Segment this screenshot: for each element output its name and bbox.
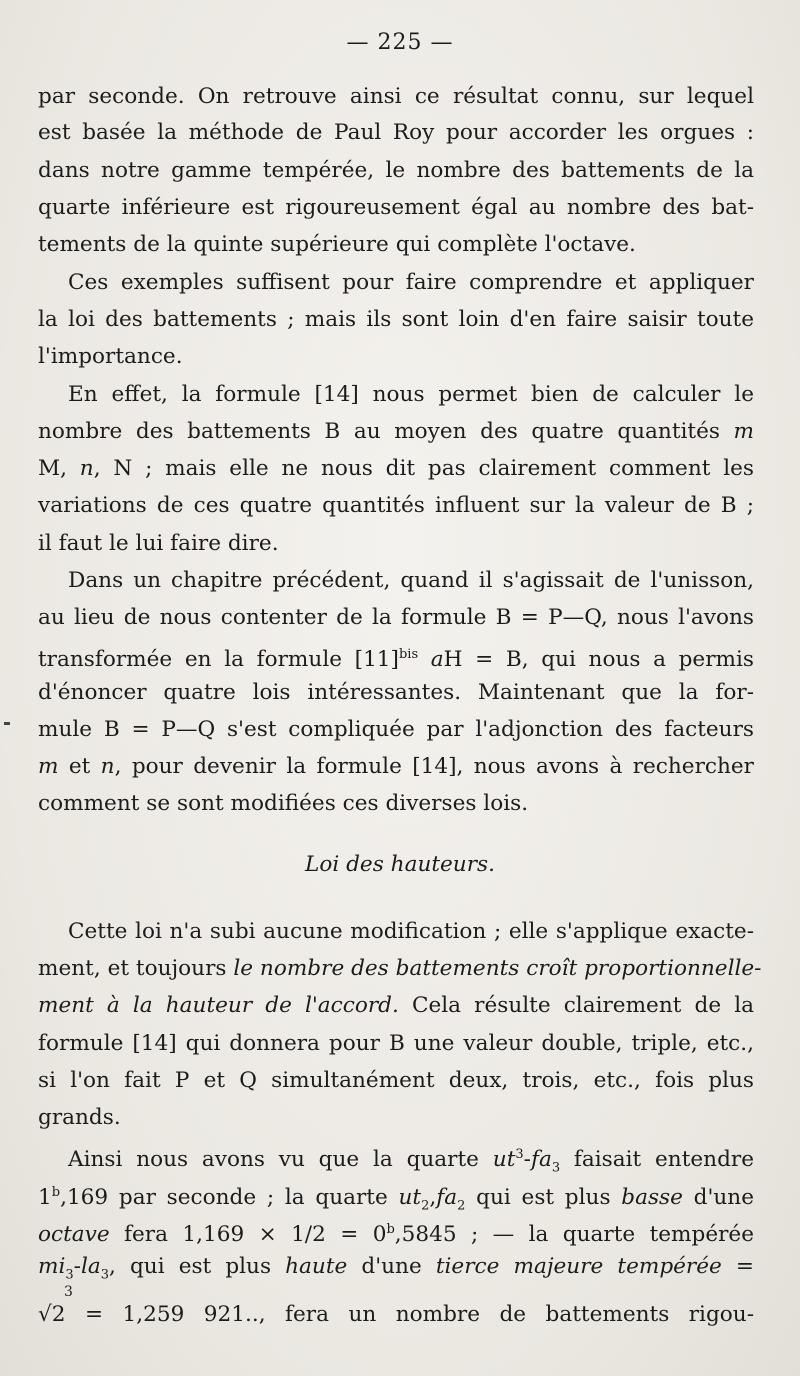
text-run: et xyxy=(58,754,101,779)
text-run: Dans un chapitre précédent, quand il s'agissait de l'unisson, xyxy=(68,568,754,593)
text-run: transformée en la formule [11] xyxy=(38,647,399,673)
text-run: la loi des battements ; mais ils sont loin d'en faire saisir toute xyxy=(38,307,754,332)
section-heading: Loi des hauteurs. xyxy=(305,852,495,877)
text-run: mi xyxy=(38,1254,66,1279)
text-run: 3 xyxy=(65,1267,74,1283)
text-run: tements de la quinte supérieure qui complète l'octave. xyxy=(38,232,636,257)
text-run: m xyxy=(733,419,754,444)
text-run: d'énoncer quatre lois intéressantes. Maintenant que la for- xyxy=(38,680,754,705)
text-run: ,169 par seconde ; la quarte xyxy=(60,1185,399,1211)
text-run: ment, et toujours xyxy=(38,956,234,981)
text-run: b xyxy=(386,1222,395,1237)
text-run: , qui est plus xyxy=(109,1254,286,1279)
text-line xyxy=(38,156,754,186)
text-run: il faut le lui faire dire. xyxy=(38,531,279,556)
text-run: a xyxy=(430,647,444,673)
text-run: d'une xyxy=(682,1185,754,1211)
text-run: 1 xyxy=(38,1185,52,1211)
text-run: octave xyxy=(38,1222,110,1248)
text-line xyxy=(38,82,754,112)
radical-index: 3 xyxy=(64,1284,73,1300)
text-run: d'une xyxy=(347,1254,436,1279)
text-run: 2 xyxy=(457,1198,466,1214)
text-line xyxy=(38,1103,754,1133)
text-run: comment se sont modifiées ces diverses lois. xyxy=(38,791,529,816)
text-run: tierce majeure tempérée xyxy=(435,1254,722,1279)
text-line xyxy=(38,1066,754,1096)
page-number: — 225 — xyxy=(346,30,454,55)
text-run: au lieu de nous contenter de la formule B = P—Q, nous l'avons xyxy=(38,605,754,630)
text-run: = xyxy=(721,1254,754,1279)
text-run: , N ; mais elle ne nous dit pas clairement comment les xyxy=(93,456,754,481)
text-line xyxy=(68,268,754,298)
text-line xyxy=(38,752,754,782)
text-run: quarte inférieure est rigoureusement égal au nombre des bat- xyxy=(38,195,754,220)
text-run: n xyxy=(79,456,94,481)
text-line xyxy=(38,991,754,1021)
text-run: l'importance. xyxy=(38,344,183,369)
text-run: , xyxy=(429,1185,437,1211)
text-line xyxy=(38,118,754,148)
text-run: qui est plus xyxy=(465,1185,622,1211)
text-run: le nombre des battements croît proportionnelle- xyxy=(233,956,762,981)
text-line xyxy=(38,342,754,372)
text-line xyxy=(38,603,754,633)
text-line xyxy=(38,715,754,745)
text-run: Cette loi n'a subi aucune modification ; elle s'applique exacte- xyxy=(68,919,754,944)
text-run: est basée la méthode de Paul Roy pour accorder les orgues : xyxy=(38,120,754,145)
text-line xyxy=(38,1029,754,1059)
text-run: haute xyxy=(285,1254,348,1279)
text-run: ut xyxy=(398,1185,422,1211)
text-run: dans notre gamme tempérée, le nombre des battements de la xyxy=(38,158,754,183)
text-run: ment à la hauteur de l'accord. xyxy=(38,993,399,1018)
text-run: 2 xyxy=(421,1198,430,1214)
text-line xyxy=(68,917,754,947)
text-run: √2 = 1,259 921.., fera un nombre de battements rigou- xyxy=(38,1302,754,1327)
text-run: grands. xyxy=(38,1105,121,1130)
margin-mark xyxy=(4,722,10,725)
text-line xyxy=(38,529,754,559)
text-line xyxy=(38,954,762,984)
text-run: m xyxy=(38,754,59,779)
text-run: , pour devenir la formule [14], nous avons à rechercher xyxy=(114,754,754,779)
text-run: fera 1,169 × 1/2 = 0 xyxy=(109,1222,387,1248)
text-run: 3 xyxy=(551,1160,561,1176)
text-line xyxy=(38,789,754,819)
text-line xyxy=(38,1300,754,1330)
text-line xyxy=(38,230,754,260)
text-run: n xyxy=(100,754,115,779)
text-run: - xyxy=(73,1254,81,1279)
text-run: M, xyxy=(38,456,80,481)
text-line xyxy=(38,193,754,223)
text-run: mule B = P—Q s'est compliquée par l'adjonction des facteurs xyxy=(38,717,754,742)
text-line xyxy=(68,380,754,410)
text-run: faisait entendre xyxy=(560,1147,755,1173)
text-run: ut xyxy=(492,1147,516,1173)
text-line xyxy=(38,1215,754,1250)
text-run: 3 xyxy=(515,1147,524,1162)
text-run xyxy=(418,647,431,672)
text-line xyxy=(38,417,754,447)
text-run: H = B, qui nous a permis xyxy=(443,647,754,673)
text-run: Ces exemples suffisent pour faire comprendre et appliquer xyxy=(68,270,754,295)
text-run: fa xyxy=(530,1147,552,1173)
text-run: - xyxy=(523,1147,531,1173)
text-line xyxy=(38,640,754,675)
text-line xyxy=(38,305,754,335)
text-run: nombre des battements B au moyen des quatre quantités xyxy=(38,419,734,444)
text-line xyxy=(68,566,754,596)
text-line xyxy=(38,454,754,484)
text-run: fa xyxy=(436,1185,458,1211)
text-run: En effet, la formule [14] nous permet bien de calculer le xyxy=(68,382,754,407)
text-run: b xyxy=(51,1185,61,1200)
text-line xyxy=(68,1140,754,1184)
text-run: 3 xyxy=(100,1267,110,1283)
text-run: basse xyxy=(621,1185,683,1211)
text-line xyxy=(38,1252,754,1290)
text-run: Ainsi nous avons vu que la quarte xyxy=(68,1147,493,1173)
text-run: variations de ces quatre quantités influent sur la valeur de B ; xyxy=(38,493,754,518)
text-run: formule [14] qui donnera pour B une valeur double, triple, etc., xyxy=(38,1031,754,1056)
text-run: si l'on fait P et Q simultanément deux, trois, etc., fois plus xyxy=(38,1068,754,1093)
text-run: Cela résulte clairement de la xyxy=(398,993,754,1018)
text-run: par seconde. On retrouve ainsi ce résultat connu, sur lequel xyxy=(38,84,754,109)
text-run: ,5845 ; — la quarte tempérée xyxy=(394,1222,754,1248)
text-run: la xyxy=(80,1254,101,1279)
text-run: bis xyxy=(398,647,419,662)
text-line xyxy=(38,678,754,708)
text-line xyxy=(38,491,754,521)
